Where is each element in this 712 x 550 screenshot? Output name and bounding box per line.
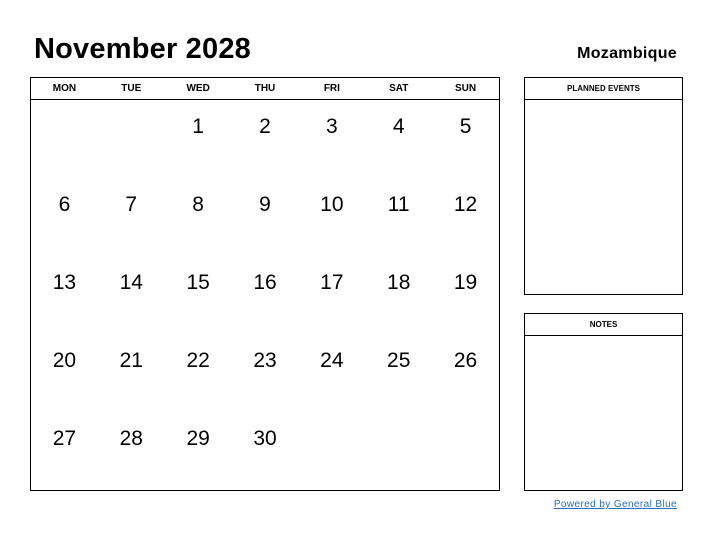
day-cell: 9: [259, 193, 271, 216]
page-title: November 2028: [34, 33, 251, 65]
day-cell: [31, 100, 98, 178]
weekday-sun: SUN: [455, 83, 477, 94]
weekday-fri: FRI: [323, 83, 340, 94]
day-cell: 18: [387, 271, 411, 294]
day-cell: 21: [119, 349, 143, 372]
day-cell: 17: [320, 271, 344, 294]
day-cell: 14: [119, 271, 143, 294]
day-cell: 10: [320, 193, 344, 216]
day-cell: 19: [453, 271, 478, 294]
weekday-sat: SAT: [389, 83, 409, 94]
day-cell: 26: [453, 349, 478, 372]
weekday-wed: WED: [186, 83, 210, 94]
day-cell: 12: [453, 193, 478, 216]
day-cell: 29: [186, 427, 210, 450]
day-cell: 11: [387, 193, 410, 216]
day-cell: 15: [186, 271, 210, 294]
country-label: Mozambique: [577, 45, 677, 62]
day-cell: 4: [392, 115, 405, 138]
day-cell: 30: [253, 427, 277, 450]
planned-events-panel: [524, 77, 683, 295]
weekday-tue: TUE: [121, 83, 142, 94]
day-cell: 25: [387, 349, 411, 372]
day-cell: [365, 412, 432, 490]
day-cell: 6: [58, 193, 71, 216]
day-cell: 5: [459, 115, 472, 138]
day-cell: 2: [259, 115, 271, 138]
day-cell: 23: [253, 349, 277, 372]
day-cell: [298, 412, 365, 490]
day-cell: 20: [52, 349, 77, 372]
notes-title: NOTES: [525, 314, 682, 336]
day-cell: 27: [52, 427, 77, 450]
day-cell: 1: [192, 115, 204, 138]
day-cell: 8: [192, 193, 204, 216]
weekday-thu: THU: [254, 83, 276, 94]
powered-by-link[interactable]: Powered by General Blue: [553, 499, 677, 510]
day-cell: 24: [320, 349, 344, 372]
weekday-header: [31, 78, 499, 100]
day-cell: 7: [125, 193, 138, 216]
day-cell: [98, 100, 165, 178]
calendar-grid: [30, 77, 500, 491]
day-cell: 16: [253, 271, 277, 294]
planned-events-title: PLANNED EVENTS: [525, 78, 682, 100]
day-cell: 28: [119, 427, 143, 450]
calendar-days: [31, 100, 499, 490]
day-cell: 13: [52, 271, 77, 294]
notes-panel: [524, 313, 683, 491]
day-cell: [432, 412, 499, 490]
weekday-mon: MON: [52, 83, 77, 94]
day-cell: 22: [186, 349, 210, 372]
day-cell: 3: [326, 115, 338, 138]
